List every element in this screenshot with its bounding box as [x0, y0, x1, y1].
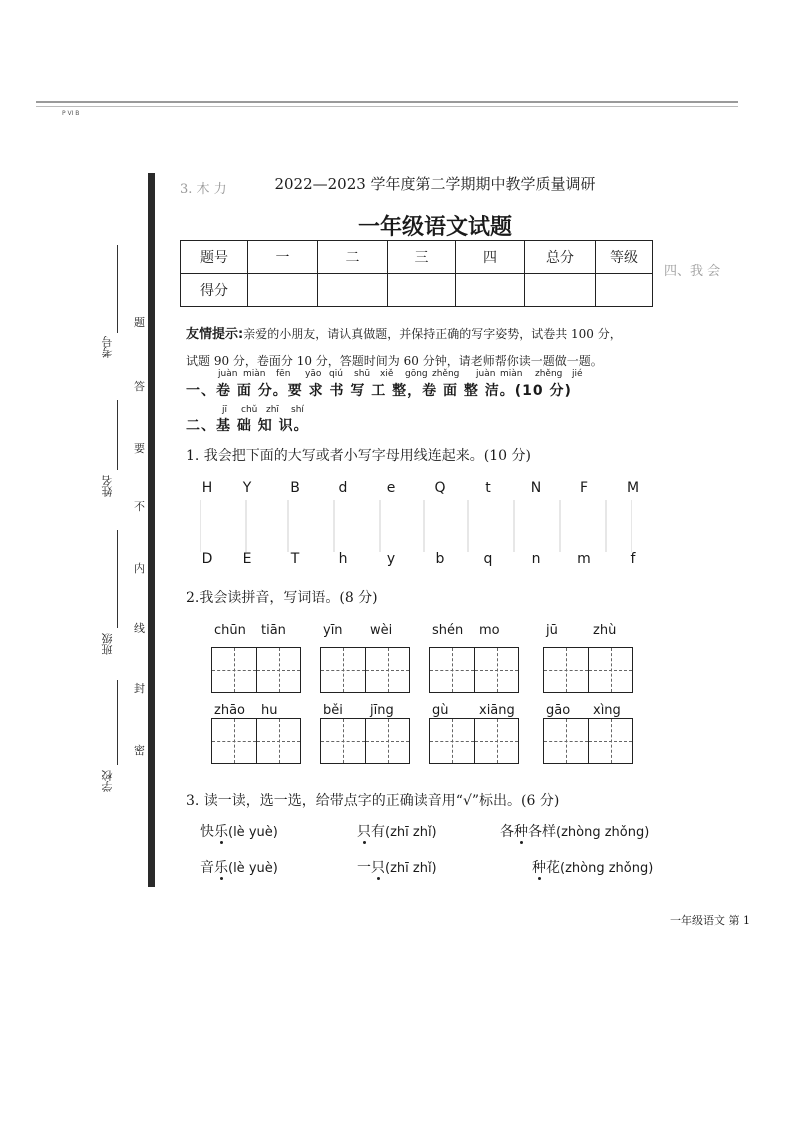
lowercase-letter[interactable]: n	[531, 551, 541, 567]
pinyin-syllable: jié	[572, 369, 583, 379]
score-header-cell: 题号	[181, 241, 248, 274]
tian-grid-cell[interactable]	[588, 719, 632, 763]
reading-choice	[200, 857, 278, 877]
lowercase-letter[interactable]: D	[201, 551, 213, 567]
friendly-tip	[186, 321, 706, 375]
tian-grid-cell[interactable]	[256, 648, 300, 692]
grid-guide-v	[452, 648, 453, 692]
tian-grid-cell[interactable]	[430, 648, 474, 692]
pinyin-syllable: shí	[291, 405, 304, 415]
pinyin-label: zhāo	[214, 703, 245, 718]
pinyin-syllable: zhěng	[432, 369, 460, 379]
tian-grid-cell[interactable]	[321, 648, 365, 692]
pinyin-syllable: shū	[354, 369, 371, 379]
pinyin-syllable: jī	[222, 405, 228, 415]
pinyin-label: shén	[432, 623, 464, 638]
tian-grid-cell[interactable]	[321, 719, 365, 763]
grid-guide-v	[388, 719, 389, 763]
tian-grid-cell[interactable]	[365, 648, 409, 692]
writing-box-pair[interactable]	[320, 718, 410, 764]
score-header-cell: 等级	[596, 241, 653, 274]
uppercase-letter[interactable]: t	[485, 480, 491, 496]
pinyin-syllable: qiú	[329, 369, 343, 379]
score-cell[interactable]	[388, 274, 456, 307]
word-char: 各	[500, 824, 514, 840]
word-char: 各样	[528, 824, 556, 840]
seal-char: 线	[134, 622, 145, 635]
score-header-cell: 三	[388, 241, 456, 274]
tip-text-2: 试题 90 分，卷面分 10 分，答题时间为 60 分钟，请老师帮你读一题做一题。	[186, 354, 603, 368]
pinyin-syllable: miàn	[500, 369, 523, 379]
seal-char: 要	[134, 442, 145, 455]
uppercase-letter[interactable]: M	[626, 480, 640, 496]
pinyin-syllable: zhěng	[535, 369, 563, 379]
section1-heading: 一、卷 面 分。要 求 书 写 工 整，卷 面 整 洁。(10 分)	[186, 383, 572, 399]
word-char: 花	[546, 860, 560, 876]
uppercase-letter[interactable]: d	[338, 480, 348, 496]
uppercase-letter[interactable]: Q	[434, 480, 446, 496]
writing-box-pair[interactable]	[429, 647, 519, 693]
word-char: 音	[200, 860, 214, 876]
pronunciation-options[interactable]: (zhòng zhǒng)	[560, 861, 654, 876]
seal-char: 不	[134, 500, 145, 513]
uppercase-letter[interactable]: N	[530, 480, 542, 496]
dotted-char: 种	[532, 860, 546, 876]
school-label: 学校	[101, 770, 114, 792]
grid-guide-v	[566, 648, 567, 692]
pronunciation-options[interactable]: (zhòng zhǒng)	[556, 825, 650, 840]
exam-no-label: 考号	[101, 336, 114, 358]
q2-prompt: 2.我会读拼音，写词语。(8 分)	[186, 590, 378, 606]
grid-guide-v	[343, 719, 344, 763]
word-char: 一	[357, 860, 371, 876]
writing-box-pair[interactable]	[429, 718, 519, 764]
score-header-cell: 四	[456, 241, 525, 274]
dotted-char: 乐	[214, 824, 228, 840]
grid-guide-v	[343, 648, 344, 692]
tian-grid-cell[interactable]	[544, 719, 588, 763]
seal-char: 题	[134, 316, 145, 329]
grid-guide-v	[234, 648, 235, 692]
class-line	[117, 530, 118, 628]
score-header-cell: 二	[318, 241, 388, 274]
score-cell[interactable]	[525, 274, 596, 307]
pinyin-syllable: juàn	[218, 369, 238, 379]
score-header-cell: 总分	[525, 241, 596, 274]
top-rule	[36, 101, 738, 103]
writing-box-pair[interactable]	[211, 647, 301, 693]
grid-guide-v	[497, 648, 498, 692]
pinyin-label: tiān	[261, 623, 286, 638]
pinyin-label: gāo	[546, 703, 571, 718]
bleed-text: 3. 木 力	[180, 182, 227, 197]
uppercase-letter[interactable]: B	[290, 480, 300, 496]
section2-heading: 二、基 础 知 识。	[186, 418, 309, 434]
grid-guide-v	[388, 648, 389, 692]
pinyin-label: zhù	[593, 623, 617, 638]
score-cell[interactable]	[318, 274, 388, 307]
page-footer: 一年级语文 第 1	[670, 914, 750, 927]
pinyin-label: xìng	[593, 703, 621, 718]
pronunciation-options[interactable]: (lè yuè)	[228, 861, 278, 876]
exam-subject-title: 一年级语文试题	[357, 215, 512, 240]
dotted-char: 种	[514, 824, 528, 840]
pronunciation-options[interactable]: (zhī zhǐ)	[385, 825, 437, 840]
pinyin-label: hu	[261, 703, 278, 718]
tip-text-1: 亲爱的小朋友，请认真做题，并保持正确的写字姿势，试卷共 100 分，	[243, 327, 622, 341]
writing-box-pair[interactable]	[211, 718, 301, 764]
dotted-char: 乐	[214, 860, 228, 876]
lowercase-letter[interactable]: q	[483, 551, 493, 567]
pinyin-label: gù	[432, 703, 449, 718]
pinyin-label: wèi	[370, 623, 393, 638]
tian-grid-cell[interactable]	[365, 719, 409, 763]
reading-choice	[357, 857, 437, 877]
uppercase-letter[interactable]: H	[201, 480, 213, 496]
score-cell[interactable]	[248, 274, 318, 307]
pinyin-syllable: xiě	[380, 369, 394, 379]
q1-prompt: 1. 我会把下面的大写或者小写字母用线连起来。(10 分)	[186, 448, 531, 464]
lowercase-letter[interactable]: h	[338, 551, 348, 567]
pinyin-label: jū	[546, 623, 558, 638]
score-row-label: 得分	[181, 274, 248, 307]
bleed-side-text: 四、我 会	[664, 264, 721, 279]
pinyin-syllable: fēn	[276, 369, 291, 379]
pinyin-syllable: gōng	[405, 369, 428, 379]
reading-choice	[200, 821, 278, 841]
name-label: 姓名	[101, 475, 114, 497]
dotted-char: 只	[357, 824, 371, 840]
pinyin-label: yīn	[323, 623, 343, 638]
lowercase-letter[interactable]: T	[290, 551, 300, 567]
score-cell[interactable]	[596, 274, 653, 307]
school-line	[117, 680, 118, 765]
q3-prompt: 3. 读一读，选一选，给带点字的正确读音用“√”标出。(6 分)	[186, 793, 560, 809]
tip-label: 友情提示:	[186, 327, 244, 342]
lowercase-letter[interactable]: m	[577, 551, 591, 567]
tian-grid-cell[interactable]	[212, 648, 256, 692]
grid-guide-v	[497, 719, 498, 763]
lowercase-letter[interactable]: f	[630, 551, 636, 567]
tian-grid-cell[interactable]	[474, 719, 518, 763]
word-char: 快	[200, 824, 214, 840]
score-header-cell: 一	[248, 241, 318, 274]
dotted-char: 只	[371, 860, 385, 876]
uppercase-letter[interactable]: Y	[242, 480, 252, 496]
uppercase-letter[interactable]: e	[386, 480, 396, 496]
uppercase-letter[interactable]: F	[579, 480, 589, 496]
class-label: 班级	[101, 633, 114, 655]
seal-char: 封	[134, 682, 145, 695]
grid-guide-v	[279, 648, 280, 692]
name-line	[117, 400, 118, 470]
pinyin-syllable: yāo	[305, 369, 322, 379]
word-char: 有	[371, 824, 385, 840]
score-table	[180, 240, 653, 307]
top-rule-thin	[36, 106, 738, 107]
writing-box-pair[interactable]	[543, 647, 633, 693]
tian-grid-cell[interactable]	[430, 719, 474, 763]
grid-guide-v	[234, 719, 235, 763]
pinyin-label: xiāng	[479, 703, 515, 718]
pinyin-label: jīng	[370, 703, 394, 718]
page-code: P VI B	[62, 110, 80, 117]
pronunciation-options[interactable]: (zhī zhǐ)	[385, 861, 437, 876]
grid-guide-v	[566, 719, 567, 763]
pinyin-syllable: juàn	[476, 369, 496, 379]
pinyin-label: chūn	[214, 623, 246, 638]
seal-char: 内	[134, 562, 145, 575]
exam-title: 2022—2023 学年度第二学期期中教学质量调研	[274, 175, 596, 193]
tian-grid-cell[interactable]	[212, 719, 256, 763]
grid-guide-v	[611, 719, 612, 763]
lowercase-letter[interactable]: y	[386, 551, 396, 567]
lowercase-letter[interactable]: E	[242, 551, 252, 567]
reading-choice	[357, 821, 437, 841]
seal-char: 答	[134, 380, 145, 393]
binding-bar	[148, 173, 155, 887]
pinyin-syllable: chǔ	[241, 405, 258, 415]
grid-guide-v	[611, 648, 612, 692]
pinyin-label: běi	[323, 703, 343, 718]
reading-choice	[532, 857, 653, 877]
tian-grid-cell[interactable]	[256, 719, 300, 763]
grid-guide-v	[279, 719, 280, 763]
pinyin-label: mo	[479, 623, 500, 638]
q1-matching-grid[interactable]	[200, 500, 632, 552]
lowercase-letter[interactable]: b	[435, 551, 445, 567]
tian-grid-cell[interactable]	[474, 648, 518, 692]
exam-no-line	[117, 245, 118, 333]
reading-choice	[500, 821, 649, 841]
score-cell[interactable]	[456, 274, 525, 307]
pronunciation-options[interactable]: (lè yuè)	[228, 825, 278, 840]
grid-guide-v	[452, 719, 453, 763]
writing-box-pair[interactable]	[543, 718, 633, 764]
seal-char: 密	[134, 744, 145, 757]
tian-grid-cell[interactable]	[588, 648, 632, 692]
writing-box-pair[interactable]	[320, 647, 410, 693]
pinyin-syllable: zhī	[266, 405, 279, 415]
tian-grid-cell[interactable]	[544, 648, 588, 692]
pinyin-syllable: miàn	[243, 369, 266, 379]
